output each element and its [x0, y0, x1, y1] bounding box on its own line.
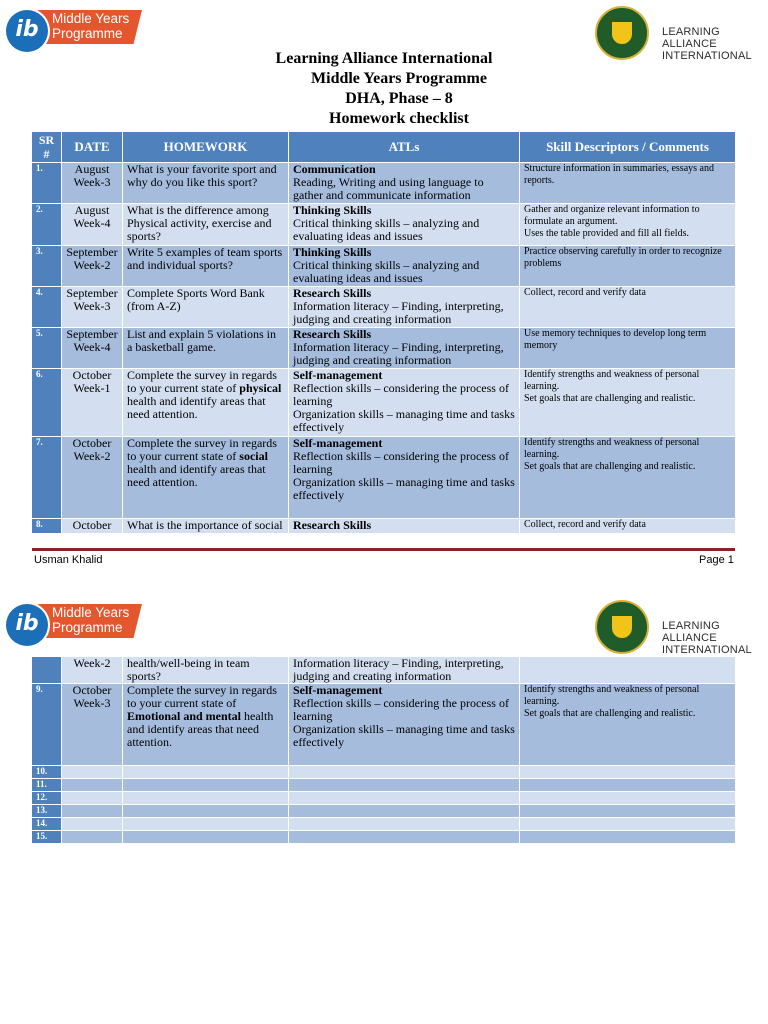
- row-skill-descriptor: Collect, record and verify data: [520, 287, 736, 328]
- header-date: DATE: [62, 132, 123, 163]
- ib-logo-text: [52, 11, 129, 41]
- atl-description: Reflection skills – considering the process of learning Organization skills – managing time and tasks effectively: [293, 696, 515, 749]
- ib-logo-text: [52, 605, 129, 635]
- table-row: [32, 684, 736, 766]
- row-sr-number: 13.: [32, 805, 62, 818]
- atl-description: Information literacy – Finding, interpreting, judging and creating information: [293, 340, 504, 367]
- table-row: [32, 818, 736, 831]
- row-homework: health/well-being in team sports?: [123, 657, 289, 684]
- row-date: September Week-3: [62, 287, 123, 328]
- row-atl: [289, 805, 520, 818]
- row-atl: [289, 831, 520, 844]
- row-date: October Week-1: [62, 369, 123, 437]
- table-row: [32, 792, 736, 805]
- row-skill-descriptor: Practice observing carefully in order to recognize problems: [520, 246, 736, 287]
- header-homework: HOMEWORK: [123, 132, 289, 163]
- table-row: [32, 163, 736, 204]
- atl-description: Critical thinking skills – analyzing and evaluating ideas and issues: [293, 258, 480, 285]
- row-date: [62, 805, 123, 818]
- row-date: October Week-2: [62, 437, 123, 519]
- row-homework: Complete the survey in regards to your current state of Emotional and mental health and identify areas that need attention.: [123, 684, 289, 766]
- row-sr-number: 11.: [32, 779, 62, 792]
- row-atl: [289, 519, 520, 534]
- header-atls: ATLs: [289, 132, 520, 163]
- row-sr-number: 12.: [32, 792, 62, 805]
- atl-description: Information literacy – Finding, interpreting, judging and creating information: [293, 656, 504, 683]
- atl-category: Self-management: [293, 368, 383, 382]
- row-atl: [289, 369, 520, 437]
- row-skill-descriptor: [520, 657, 736, 684]
- row-sr-number: 5.: [32, 328, 62, 369]
- table-row: [32, 519, 736, 534]
- row-homework: [123, 831, 289, 844]
- row-atl: [289, 779, 520, 792]
- row-sr-number: 7.: [32, 437, 62, 519]
- row-sr-number: 8.: [32, 519, 62, 534]
- ib-myp-logo: [2, 8, 142, 48]
- row-skill-descriptor: Collect, record and verify data: [520, 519, 736, 534]
- row-homework: What is your favorite sport and why do you like this sport?: [123, 163, 289, 204]
- row-homework: Complete Sports Word Bank (from A-Z): [123, 287, 289, 328]
- row-sr-number: 1.: [32, 163, 62, 204]
- atl-description: Reflection skills – considering the process of learning Organization skills – managing time and tasks effectively: [293, 381, 515, 434]
- row-date: [62, 779, 123, 792]
- lai-logo-page2: [595, 600, 768, 658]
- row-homework: What is the importance of social: [123, 519, 289, 534]
- row-atl: [289, 328, 520, 369]
- row-sr-number: 14.: [32, 818, 62, 831]
- row-date: October: [62, 519, 123, 534]
- table-row: [32, 328, 736, 369]
- lai-logo-line2: INTERNATIONAL: [662, 644, 752, 656]
- homework-table-page1: [31, 131, 736, 534]
- atl-description: Critical thinking skills – analyzing and evaluating ideas and issues: [293, 216, 480, 243]
- doc-title-school: Learning Alliance International: [275, 50, 493, 67]
- row-atl: [289, 657, 520, 684]
- row-sr-number: 15.: [32, 831, 62, 844]
- footer-rule: [32, 548, 735, 551]
- row-sr-number: 9.: [32, 684, 62, 766]
- row-homework: Complete the survey in regards to your current state of physical health and identify areas that need attention.: [123, 369, 289, 437]
- atl-category: Self-management: [293, 436, 383, 450]
- row-skill-descriptor: [520, 818, 736, 831]
- row-atl: [289, 246, 520, 287]
- row-atl: [289, 204, 520, 246]
- lai-logo-line1: LEARNING ALLIANCE: [662, 620, 720, 644]
- table-row: [32, 246, 736, 287]
- row-homework: [123, 779, 289, 792]
- row-atl: [289, 437, 520, 519]
- row-date: [62, 792, 123, 805]
- row-skill-descriptor: Identify strengths and weakness of personal learning. Set goals that are challenging and realistic.: [520, 369, 736, 437]
- ib-logo-line1: Middle Years: [52, 11, 130, 26]
- row-sr-number: 10.: [32, 766, 62, 779]
- row-atl: [289, 818, 520, 831]
- row-atl: [289, 766, 520, 779]
- row-skill-descriptor: [520, 792, 736, 805]
- table-row: [32, 805, 736, 818]
- row-sr-number: [32, 657, 62, 684]
- row-homework: Write 5 examples of team sports and individual sports?: [123, 246, 289, 287]
- footer-page-number: Page 1: [699, 554, 734, 566]
- ib-logo-line1: Middle Years: [52, 605, 130, 620]
- row-homework: [123, 792, 289, 805]
- row-date: [62, 818, 123, 831]
- doc-title-programme: Middle Years Programme: [311, 70, 487, 87]
- row-homework: List and explain 5 violations in a basketball game.: [123, 328, 289, 369]
- row-skill-descriptor: Use memory techniques to develop long term memory: [520, 328, 736, 369]
- row-atl: [289, 792, 520, 805]
- row-skill-descriptor: [520, 831, 736, 844]
- row-sr-number: 3.: [32, 246, 62, 287]
- row-homework: Complete the survey in regards to your current state of social health and identify areas that need attention.: [123, 437, 289, 519]
- row-homework: [123, 766, 289, 779]
- atl-category: Research Skills: [293, 286, 372, 300]
- row-skill-descriptor: [520, 766, 736, 779]
- doc-title-checklist: Homework checklist: [329, 110, 469, 127]
- table-row: [32, 657, 736, 684]
- lai-logo-line2: INTERNATIONAL: [662, 50, 752, 62]
- table-row: [32, 287, 736, 328]
- footer-author: Usman Khalid: [34, 554, 103, 566]
- lai-logo-text: [662, 620, 768, 656]
- homework-table-page2: [31, 656, 736, 844]
- row-homework: [123, 805, 289, 818]
- row-sr-number: 6.: [32, 369, 62, 437]
- atl-category: Thinking Skills: [293, 203, 372, 217]
- ib-logo-line2: Programme: [52, 26, 123, 41]
- ib-myp-logo-page2: [2, 602, 142, 642]
- row-date: September Week-2: [62, 246, 123, 287]
- row-sr-number: 2.: [32, 204, 62, 246]
- row-date: August Week-3: [62, 163, 123, 204]
- table-row: [32, 204, 736, 246]
- table-row: [32, 831, 736, 844]
- row-date: [62, 831, 123, 844]
- row-date: Week-2: [62, 657, 123, 684]
- row-skill-descriptor: Structure information in summaries, essays and reports.: [520, 163, 736, 204]
- doc-title-campus: DHA, Phase – 8: [345, 90, 453, 107]
- lai-seal-icon: [595, 600, 649, 654]
- atl-category: Research Skills: [293, 327, 372, 341]
- row-date: September Week-4: [62, 328, 123, 369]
- row-skill-descriptor: Gather and organize relevant information to formulate an argument. Uses the table provided and fill all fields.: [520, 204, 736, 246]
- table-row: [32, 369, 736, 437]
- atl-category: Thinking Skills: [293, 245, 372, 259]
- atl-description: Information literacy – Finding, interpreting, judging and creating information: [293, 299, 504, 326]
- row-skill-descriptor: Identify strengths and weakness of personal learning. Set goals that are challenging and realistic.: [520, 437, 736, 519]
- atl-category: Self-management: [293, 683, 383, 697]
- ib-logo-line2: Programme: [52, 620, 123, 635]
- row-skill-descriptor: [520, 779, 736, 792]
- table-row: [32, 779, 736, 792]
- row-date: [62, 766, 123, 779]
- header-sr: SR #: [32, 132, 62, 163]
- table-row: [32, 437, 736, 519]
- atl-category: Communication: [293, 162, 376, 176]
- atl-description: Reading, Writing and using language to gather and communicate information: [293, 175, 484, 202]
- row-date: August Week-4: [62, 204, 123, 246]
- row-atl: [289, 163, 520, 204]
- row-date: October Week-3: [62, 684, 123, 766]
- header-skills: Skill Descriptors / Comments: [520, 132, 736, 163]
- atl-description: Reflection skills – considering the process of learning Organization skills – managing time and tasks effectively: [293, 449, 515, 502]
- row-homework: [123, 818, 289, 831]
- row-atl: [289, 684, 520, 766]
- ib-monogram: ib: [6, 604, 48, 646]
- lai-logo-line1: LEARNING ALLIANCE: [662, 26, 720, 50]
- row-homework: What is the difference among Physical activity, exercise and sports?: [123, 204, 289, 246]
- table-row: [32, 766, 736, 779]
- ib-monogram: ib: [6, 10, 48, 52]
- atl-category: Research Skills: [293, 518, 372, 532]
- row-skill-descriptor: Identify strengths and weakness of personal learning. Set goals that are challenging and realistic.: [520, 684, 736, 766]
- row-skill-descriptor: [520, 805, 736, 818]
- row-atl: [289, 287, 520, 328]
- row-sr-number: 4.: [32, 287, 62, 328]
